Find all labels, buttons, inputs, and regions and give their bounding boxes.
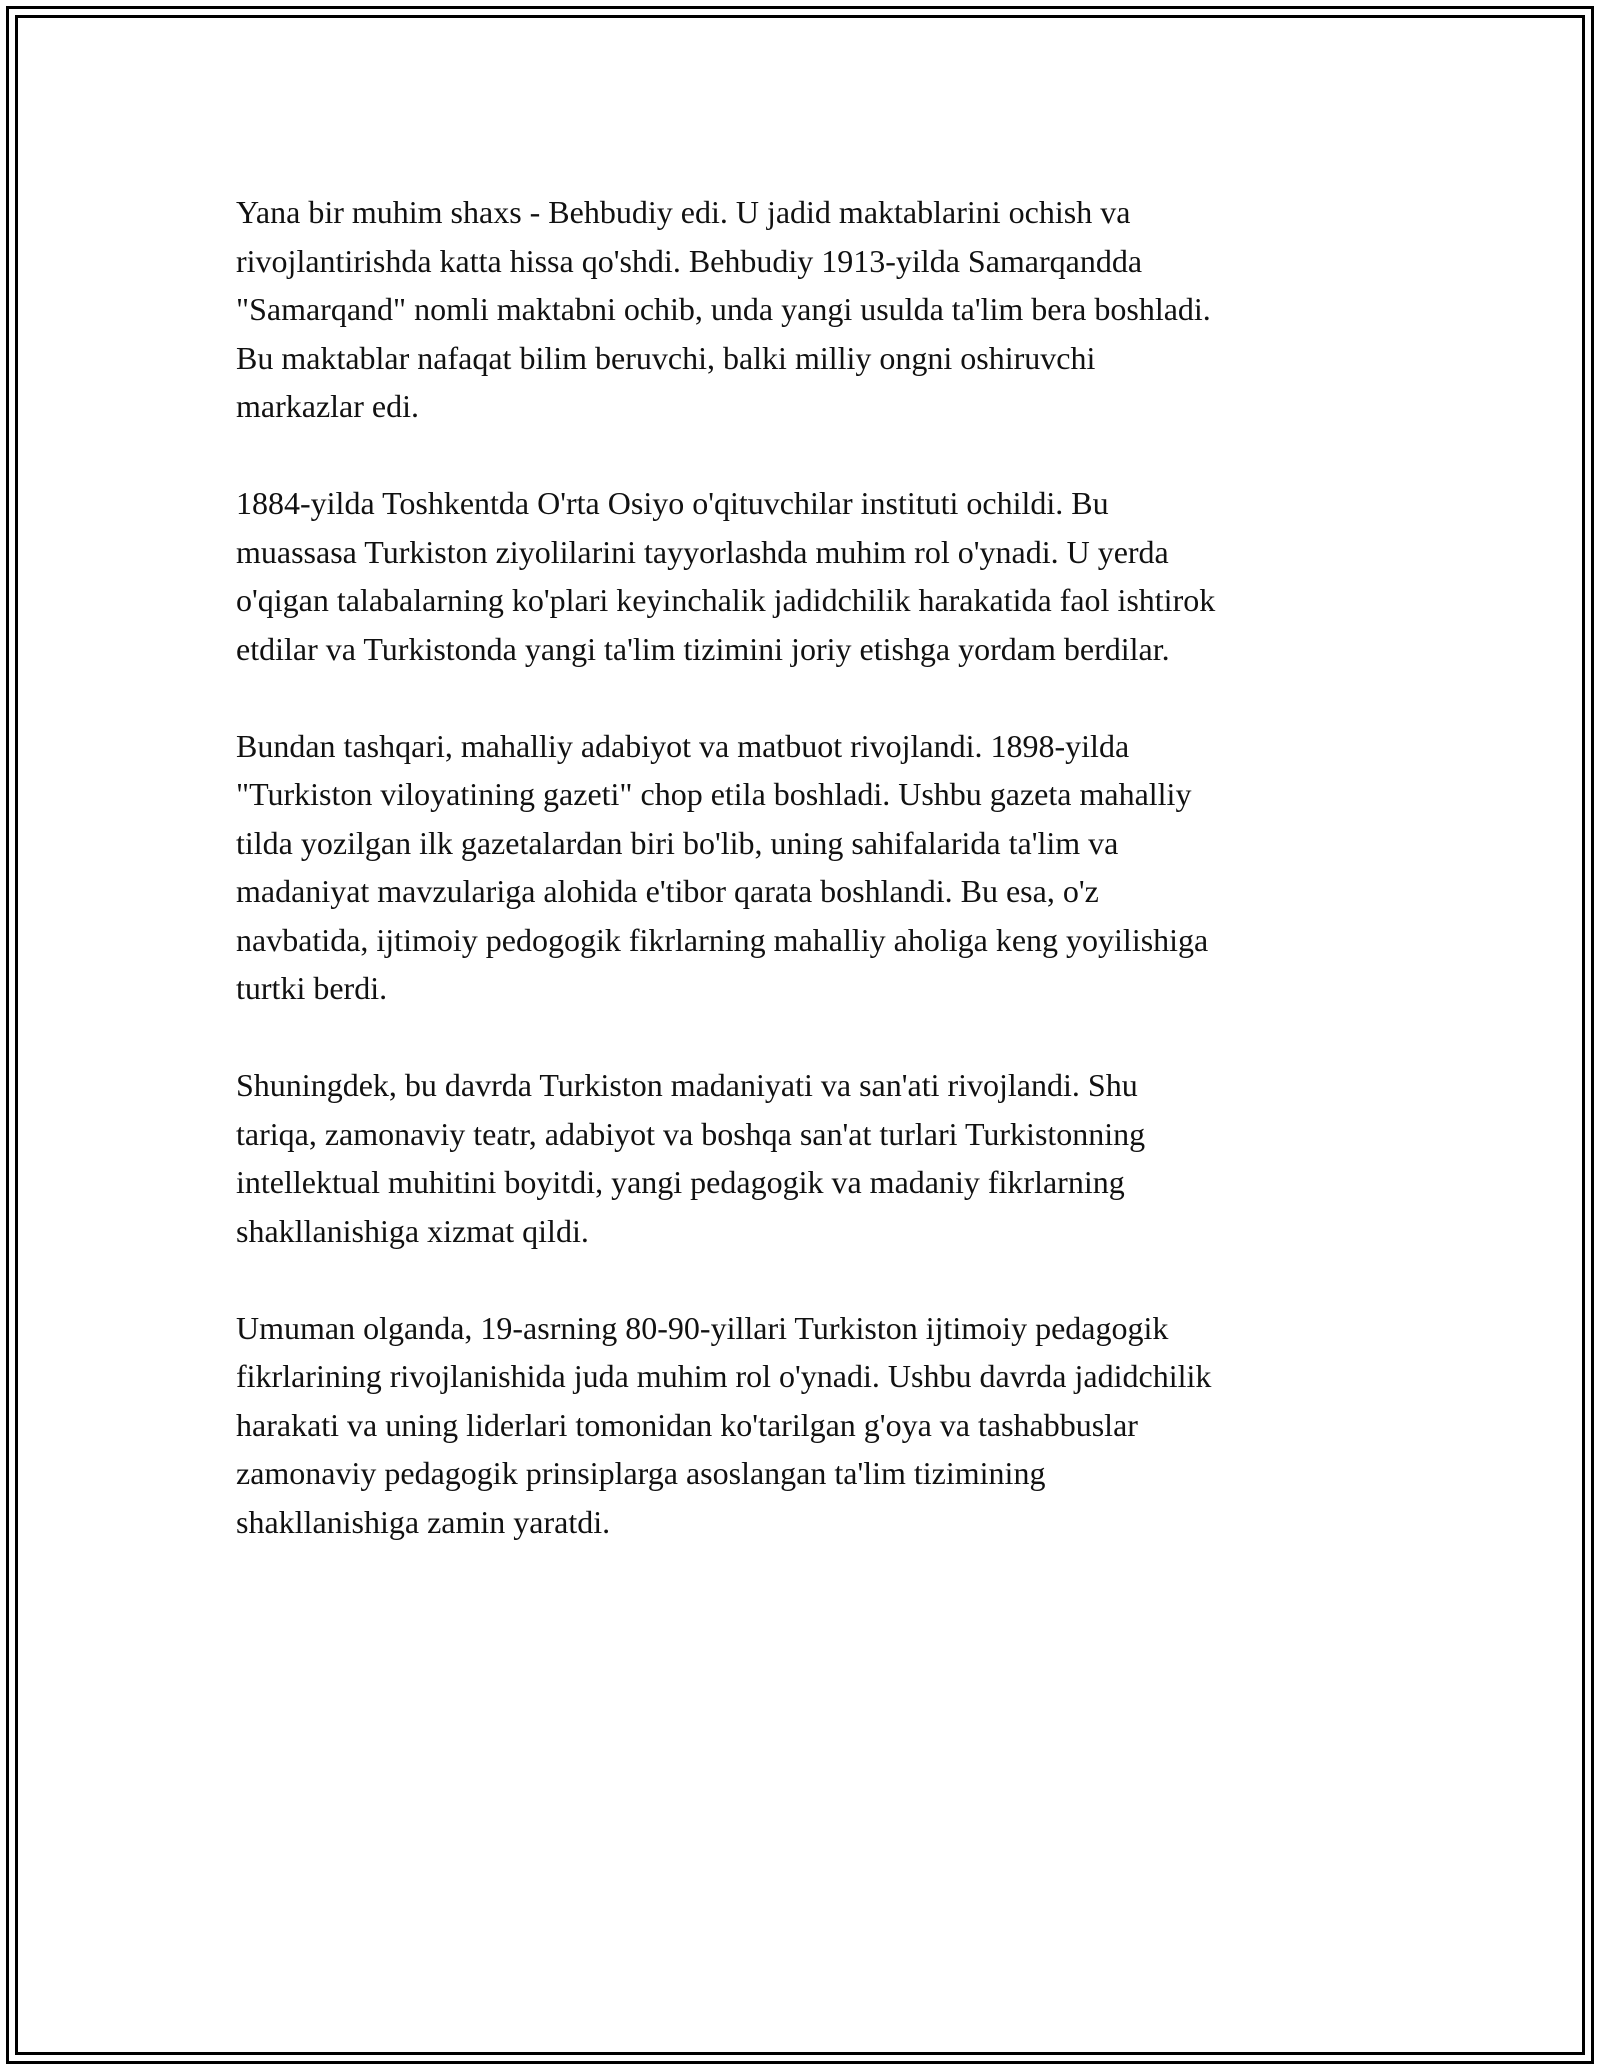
document-body [236,188,1366,1546]
text-line: Shuningdek, bu davrda Turkiston madaniyati va san'ati rivojlandi. Shu [236,1067,1138,1103]
text-line: tilda yozilgan ilk gazetalardan biri bo'lib, uning sahifalarida ta'lim va [236,824,1119,861]
paragraph-behbudiy [236,188,1366,431]
text-line: shakllanishiga xizmat qildi. [236,1212,589,1249]
text-line: intellektual muhitini boyitdi, yangi pedagogik va madaniy fikrlarning [236,1164,1125,1200]
text-line: Bu maktablar nafaqat bilim beruvchi, balki milliy ongni oshiruvchi [236,339,1096,376]
text-line: zamonaviy pedagogik prinsiplarga asoslangan ta'lim tizimining [236,1455,1046,1491]
text-line: madaniyat mavzulariga alohida e'tibor qarata boshlandi. Bu esa, o'z [236,873,1099,909]
text-line: o'qigan talabalarning ko'plari keyinchalik jadidchilik harakatida faol ishtirok [236,582,1216,618]
text-line: shakllanishiga zamin yaratdi. [236,1503,611,1540]
paragraph-institute [236,479,1366,673]
text-line: tariqa, zamonaviy teatr, adabiyot va boshqa san'at turlari Turkistonning [236,1115,1146,1152]
text-line: Umuman olganda, 19-asrning 80-90-yillari Turkiston ijtimoiy pedagogik [236,1309,1169,1346]
text-line: markazlar edi. [236,388,419,424]
text-line: harakati va uning liderlari tomonidan ko'tarilgan g'oya va tashabbuslar [236,1406,1138,1443]
text-line: 1884-yilda Toshkentda O'rta Osiyo o'qituvchilar instituti ochildi. Bu [236,485,1109,521]
text-line: etdilar va Turkistonda yangi ta'lim tizimini joriy etishga yordam berdilar. [236,630,1170,667]
text-line: "Turkiston viloyatining gazeti" chop etila boshladi. Ushbu gazeta mahalliy [236,776,1192,812]
text-line: turtki berdi. [236,970,388,1006]
text-line: rivojlantirishda katta hissa qo'shdi. Behbudiy 1913-yilda Samarqandda [236,242,1143,279]
text-line: Yana bir muhim shaxs - Behbudiy edi. U jadid maktablarini ochish va [236,194,1131,230]
paragraph-press [236,722,1366,1013]
text-line: Bundan tashqari, mahalliy adabiyot va matbuot rivojlandi. 1898-yilda [236,727,1130,764]
text-line: fikrlarining rivojlanishida juda muhim rol o'ynadi. Ushbu davrda jadidchilik [236,1358,1212,1394]
paragraph-culture [236,1061,1366,1255]
text-line: navbatida, ijtimoiy pedogogik fikrlarning mahalliy aholiga keng yoyilishiga [236,921,1209,958]
text-line: "Samarqand" nomli maktabni ochib, unda yangi usulda ta'lim bera boshladi. [236,291,1211,327]
paragraph-conclusion [236,1304,1366,1547]
text-line: muassasa Turkiston ziyolilarini tayyorlashda muhim rol o'ynadi. U yerda [236,533,1169,570]
